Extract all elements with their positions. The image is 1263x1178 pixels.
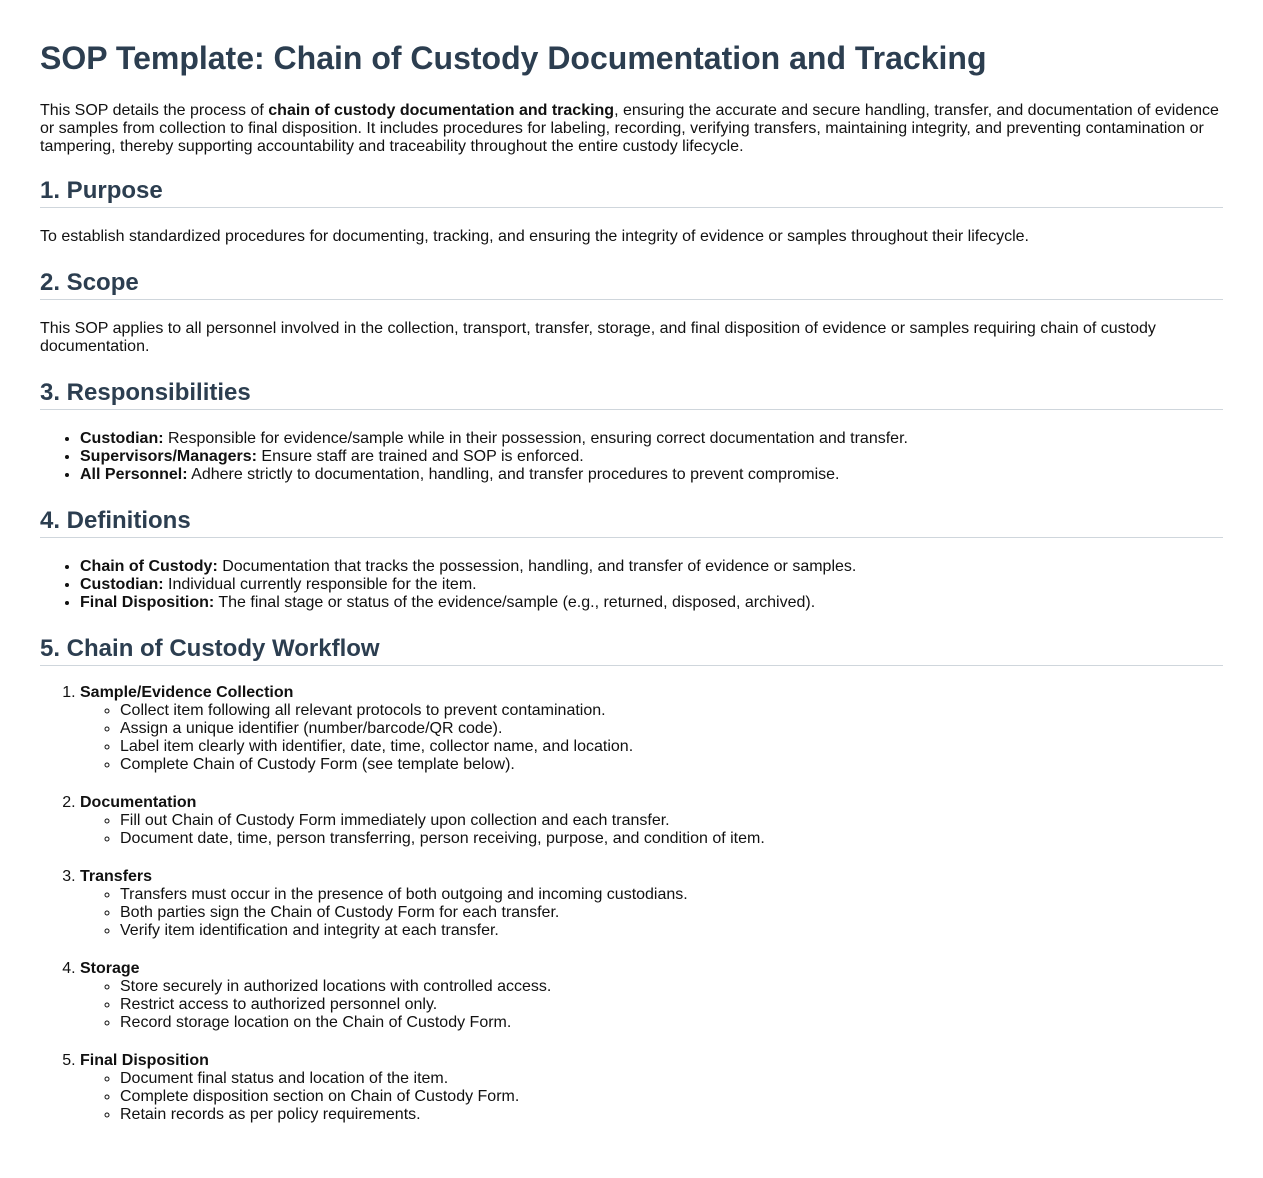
step-items	[80, 978, 1223, 1032]
step-items	[80, 1070, 1223, 1124]
term-text: The final stage or status of the evidence/sample (e.g., returned, disposed, archived).	[214, 594, 816, 611]
list-item: ◦ Label item clearly with identifier, date, time, collector name, and location.	[120, 738, 1223, 756]
term-text: Adhere strictly to documentation, handling, and transfer procedures to prevent compromise.	[187, 466, 840, 483]
section-text: To establish standardized procedures for documenting, tracking, and ensuring the integrity of evidence or samples throughout their lifecycle.	[40, 228, 1029, 245]
term: Supervisors/Managers:	[80, 448, 257, 465]
term-text: Responsible for evidence/sample while in their possession, ensuring correct documentation and transfer.	[163, 430, 908, 447]
list-item: ◦ Complete disposition section on Chain of Custody Form.	[120, 1088, 1223, 1106]
workflow-step	[80, 868, 1223, 940]
term-text: Individual currently responsible for the item.	[163, 576, 477, 593]
list-item	[80, 466, 1223, 484]
section-heading: 2. Scope	[40, 268, 1223, 300]
page-title: SOP Template: Chain of Custody Documentation and Tracking	[40, 40, 987, 76]
term: All Personnel:	[80, 466, 188, 483]
section-text: This SOP applies to all personnel involved in the collection, transport, transfer, storage, and final disposition of evidence or samples requiring chain of custody documentation.	[40, 320, 1156, 355]
list-item: ◦ Complete Chain of Custody Form (see template below).	[120, 756, 1223, 774]
section-heading: 3. Responsibilities	[40, 378, 1223, 410]
list-item: ◦ Fill out Chain of Custody Form immediately upon collection and each transfer.	[120, 812, 1223, 830]
step-items	[80, 702, 1223, 774]
intro-after: , ensuring the accurate and secure handling, transfer, and documentation of evidence or samples from collection to final disposition. It includes procedures for labeling, recording, verifying transfers, maintaining integrity, and preventing contamination or tampering, thereby supporting accountability and traceability throughout the entire custody lifecycle.	[40, 102, 1219, 155]
section-workflow	[40, 634, 1223, 1124]
list-item: ◦ Assign a unique identifier (number/barcode/QR code).	[120, 720, 1223, 738]
step-title: Storage	[80, 960, 140, 977]
term-text: Ensure staff are trained and SOP is enforced.	[256, 448, 584, 465]
workflow-step	[80, 960, 1223, 1032]
list-item	[80, 448, 1223, 466]
list-item: ◦ Store securely in authorized locations with controlled access.	[120, 978, 1223, 996]
step-items	[80, 812, 1223, 848]
section-heading: 5. Chain of Custody Workflow	[40, 634, 1223, 666]
section-responsibilities	[40, 378, 1223, 484]
list-item	[80, 594, 1223, 612]
workflow-step	[80, 684, 1223, 774]
responsibilities-list	[40, 430, 1223, 484]
list-item	[80, 430, 1223, 448]
list-item: ◦ Document date, time, person transferring, person receiving, purpose, and condition of item.	[120, 830, 1223, 848]
list-item: ◦ Verify item identification and integrity at each transfer.	[120, 922, 1223, 940]
list-item: ◦ Record storage location on the Chain of Custody Form.	[120, 1014, 1223, 1032]
definitions-list	[40, 558, 1223, 612]
term: Final Disposition:	[80, 594, 215, 611]
intro-bold: chain of custody documentation and tracking	[268, 102, 615, 119]
section-heading: 4. Definitions	[40, 506, 1223, 538]
list-item: ◦ Both parties sign the Chain of Custody Form for each transfer.	[120, 904, 1223, 922]
section-definitions	[40, 506, 1223, 612]
workflow-steps	[40, 684, 1223, 1124]
intro-before: This SOP details the process of	[40, 102, 269, 119]
list-item	[80, 558, 1223, 576]
step-title: Sample/Evidence Collection	[80, 684, 294, 701]
list-item	[80, 576, 1223, 594]
list-item: ◦ Document final status and location of the item.	[120, 1070, 1223, 1088]
step-title: Transfers	[80, 868, 153, 885]
workflow-step	[80, 1052, 1223, 1124]
section-scope	[40, 268, 1223, 356]
step-items	[80, 886, 1223, 940]
term: Custodian:	[80, 430, 164, 447]
list-item: ◦ Collect item following all relevant protocols to prevent contamination.	[120, 702, 1223, 720]
term: Custodian:	[80, 576, 164, 593]
intro-paragraph	[40, 102, 1223, 156]
list-item: ◦ Transfers must occur in the presence of both outgoing and incoming custodians.	[120, 886, 1223, 904]
list-item: ◦ Restrict access to authorized personnel only.	[120, 996, 1223, 1014]
workflow-step	[80, 794, 1223, 848]
step-title: Documentation	[80, 794, 197, 811]
list-item: ◦ Retain records as per policy requirements.	[120, 1106, 1223, 1124]
term-text: Documentation that tracks the possession, handling, and transfer of evidence or samples.	[217, 558, 857, 575]
document	[0, 38, 1263, 1124]
step-title: Final Disposition	[80, 1052, 209, 1069]
section-purpose	[40, 176, 1223, 246]
term: Chain of Custody:	[80, 558, 218, 575]
section-heading: 1. Purpose	[40, 176, 1223, 208]
